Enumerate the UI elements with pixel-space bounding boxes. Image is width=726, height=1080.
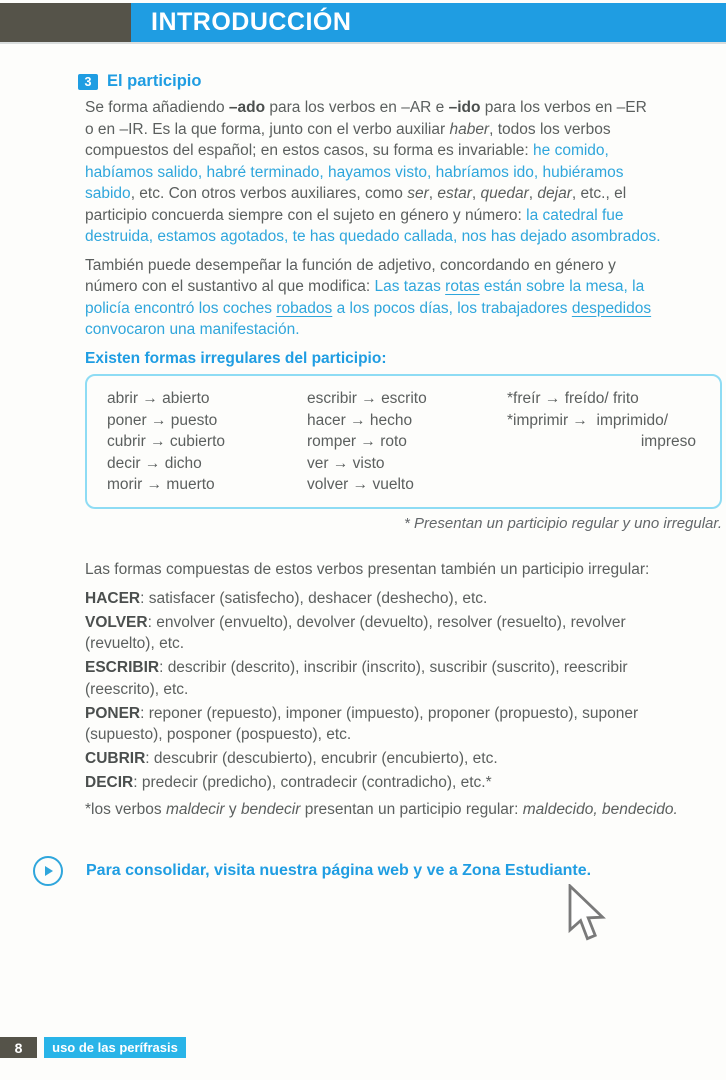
irregular-participles-box bbox=[85, 374, 722, 509]
page-number: 8 bbox=[0, 1037, 37, 1058]
page-title: INTRODUCCIÓN bbox=[151, 8, 352, 36]
main-content bbox=[85, 97, 722, 820]
box-footnote: * Presentan un participio regular y uno irregular. bbox=[404, 514, 722, 532]
verb-entry: DECIR: predecir (predicho), contradecir (contradicho), etc.* bbox=[85, 774, 492, 791]
mouse-cursor-icon bbox=[566, 884, 610, 946]
participle-column-1: abrir → abierto poner → puesto cubrir → cubierto decir → dicho morir → muerto bbox=[107, 390, 226, 493]
verb-entry: PONER: reponer (repuesto), imponer (impuesto), proponer (propuesto), suponer (supuesto), posponer (pospuesto), etc. bbox=[85, 704, 639, 743]
header-blue-bar bbox=[131, 3, 726, 42]
web-callout bbox=[33, 856, 713, 886]
compound-forms-intro: Las formas compuestas de estos verbos presentan también un participio irregular: bbox=[85, 561, 650, 578]
maldecir-footnote: *los verbos maldecir y bendecir presentan un participio regular: maldecido, bendecido. bbox=[85, 800, 678, 818]
paragraph-adjective: También puede desempeñar la función de adjetivo, concordando en género y número con el sustantivo al que modifica: Las tazas rotas están sobre la mesa, la policía encontró los coches robados a los pocos días, los trabajadores despedidos convocaron una manifestación. bbox=[85, 256, 652, 338]
play-triangle-icon bbox=[45, 866, 53, 876]
verb-entry: CUBRIR: descubrir (descubierto), encubrir (encubierto), etc. bbox=[85, 750, 498, 767]
verb-entries-list bbox=[85, 588, 722, 794]
paragraph-formation: Se forma añadiendo –ado para los verbos en –AR e –ido para los verbos en –ER o en –IR. Es la que forma, junto con el verbo auxiliar haber, todos los verbos compuestos del español; en estos casos, su forma es invariable: he comido, habíamos salido, habré terminado, hayamos visto, habríamos ido, hubiéramos sabido, etc. Con otros verbos auxiliares, como ser, estar, quedar, dejar, etc., el participio concuerda siempre con el sujeto en género y número: la catedral fue destruida, estamos agotados, te has quedado callada, nos has dejado asombrados. bbox=[85, 99, 661, 245]
verb-entry: HACER: satisfacer (satisfecho), deshacer (deshecho), etc. bbox=[85, 589, 488, 607]
section-number-badge: 3 bbox=[78, 74, 98, 90]
header-dark-block bbox=[0, 3, 131, 42]
verb-entry: ESCRIBIR: describir (descrito), inscribir (inscrito), suscribir (suscrito), reescribir (reescrito), etc. bbox=[85, 659, 628, 698]
participle-column-3: *freír → freído/ frito *imprimir → imprimido/ impreso bbox=[507, 390, 696, 450]
page-header bbox=[0, 3, 726, 42]
play-circle-icon bbox=[33, 856, 63, 886]
irregular-forms-heading: Existen formas irregulares del participio: bbox=[85, 349, 387, 367]
footer-chapter-label: uso de las perífrasis bbox=[44, 1037, 186, 1058]
header-shadow-divider bbox=[0, 42, 726, 44]
verb-entry: VOLVER: envolver (envuelto), devolver (devuelto), resolver (resuelto), revolver (revuelto), etc. bbox=[85, 613, 626, 652]
participle-column-2: escribir → escrito hacer → hecho romper → roto ver → visto volver → vuelto bbox=[307, 390, 427, 493]
callout-text: Para consolidar, visita nuestra página web y ve a Zona Estudiante. bbox=[86, 862, 592, 879]
section-heading bbox=[78, 72, 201, 91]
section-title: El participio bbox=[107, 72, 202, 90]
